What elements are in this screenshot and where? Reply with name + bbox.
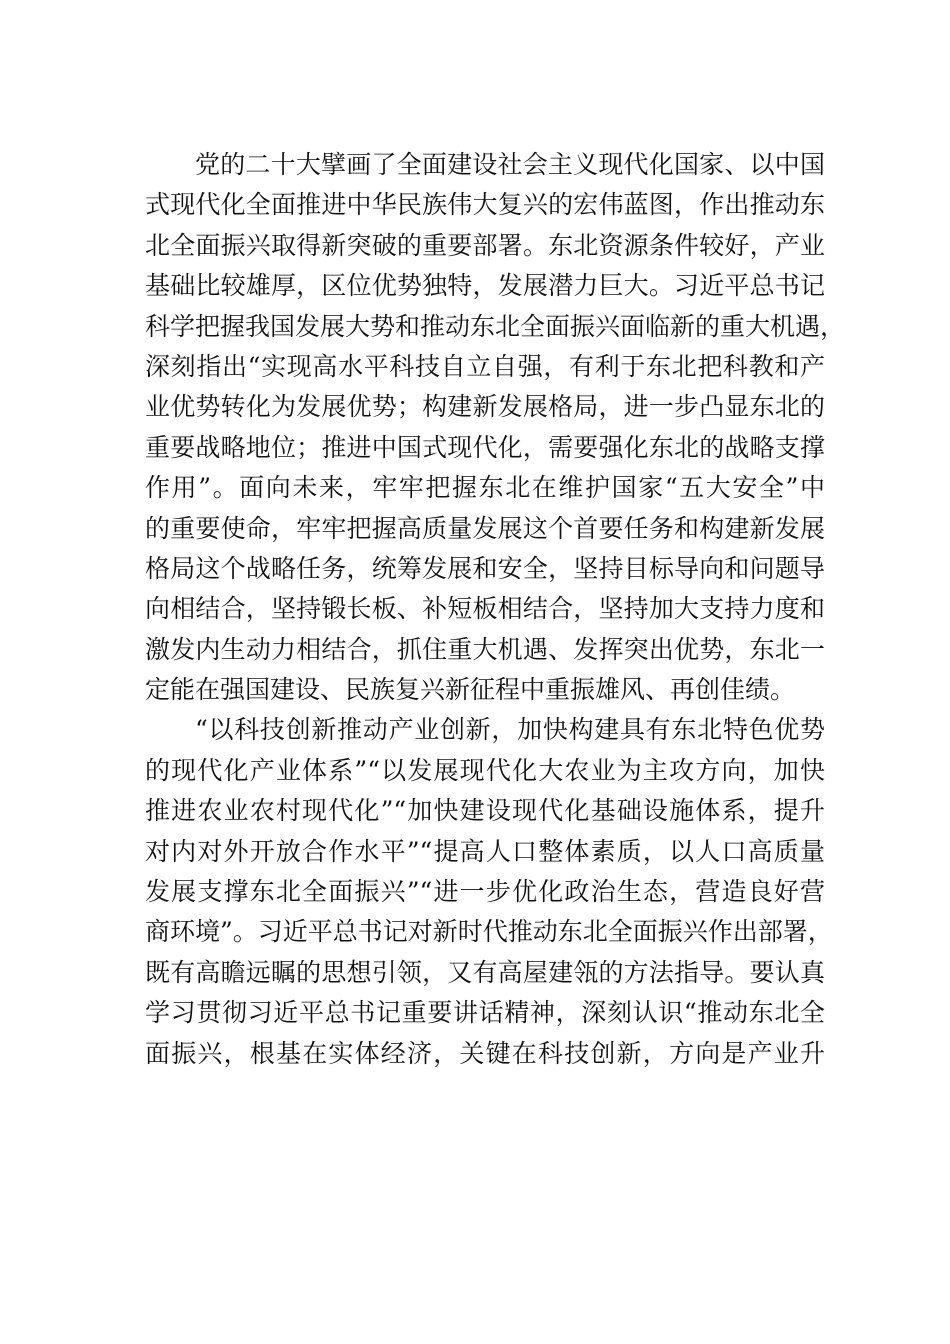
text-line: 向相结合，坚持锻长板、补短板相结合，坚持加大支持力度和 [145, 594, 825, 624]
paragraph-1 [145, 145, 846, 710]
text-line: 发展支撑东北全面振兴”“进一步优化政治生态，营造良好营 [145, 877, 825, 907]
text-line: 对内对外开放合作水平”“提高人口整体素质，以人口高质量 [145, 836, 825, 866]
text-line: 学习贯彻习近平总书记重要讲话精神，深刻认识“推动东北全 [145, 998, 825, 1028]
text-line: 党的二十大擘画了全面建设社会主义现代化国家、以中国 [195, 150, 825, 179]
text-line: 式现代化全面推进中华民族伟大复兴的宏伟蓝图，作出推动东 [145, 190, 825, 220]
text-line: 激发内生动力相结合，抓住重大机遇、发挥突出优势，东北一 [145, 634, 825, 664]
text-line: 格局这个战略任务，统筹发展和安全，坚持目标导向和问题导 [145, 553, 825, 583]
text-line: 商环境”。习近平总书记对新时代推动东北全面振兴作出部署， [145, 917, 833, 947]
text-line: 的重要使命，牢牢把握高质量发展这个首要任务和构建新发展 [145, 513, 825, 543]
text-line: 作用”。面向未来，牢牢把握东北在维护国家“五大安全”中 [145, 473, 825, 503]
text-line: 推进农业农村现代化”“加快建设现代化基础设施体系，提升 [145, 796, 825, 826]
text-line: 基础比较雄厚，区位优势独特，发展潜力巨大。习近平总书记 [145, 271, 825, 301]
text-line: 面振兴，根基在实体经济，关键在科技创新，方向是产业升 [145, 1038, 825, 1068]
paragraph-2 [145, 710, 833, 1074]
text-line: 业优势转化为发展优势；构建新发展格局，进一步凸显东北的 [145, 392, 825, 422]
text-line: “以科技创新推动产业创新，加快构建具有东北特色优势 [195, 715, 825, 745]
text-line: 的现代化产业体系”“以发展现代化大农业为主攻方向，加快 [145, 755, 825, 785]
body-text [145, 145, 846, 1074]
text-line: 定能在强国建设、民族复兴新征程中重振雄风、再创佳绩。 [145, 675, 796, 705]
text-line: 既有高瞻远瞩的思想引领，又有高屋建瓴的方法指导。要认真 [145, 957, 825, 987]
text-line: 科学把握我国发展大势和推动东北全面振兴面临新的重大机遇， [145, 311, 846, 341]
text-line: 深刻指出“实现高水平科技自立自强，有利于东北把科教和产 [145, 351, 825, 381]
text-line: 重要战略地位；推进中国式现代化，需要强化东北的战略支撑 [145, 432, 825, 462]
text-line: 北全面振兴取得新突破的重要部署。东北资源条件较好，产业 [145, 230, 825, 260]
